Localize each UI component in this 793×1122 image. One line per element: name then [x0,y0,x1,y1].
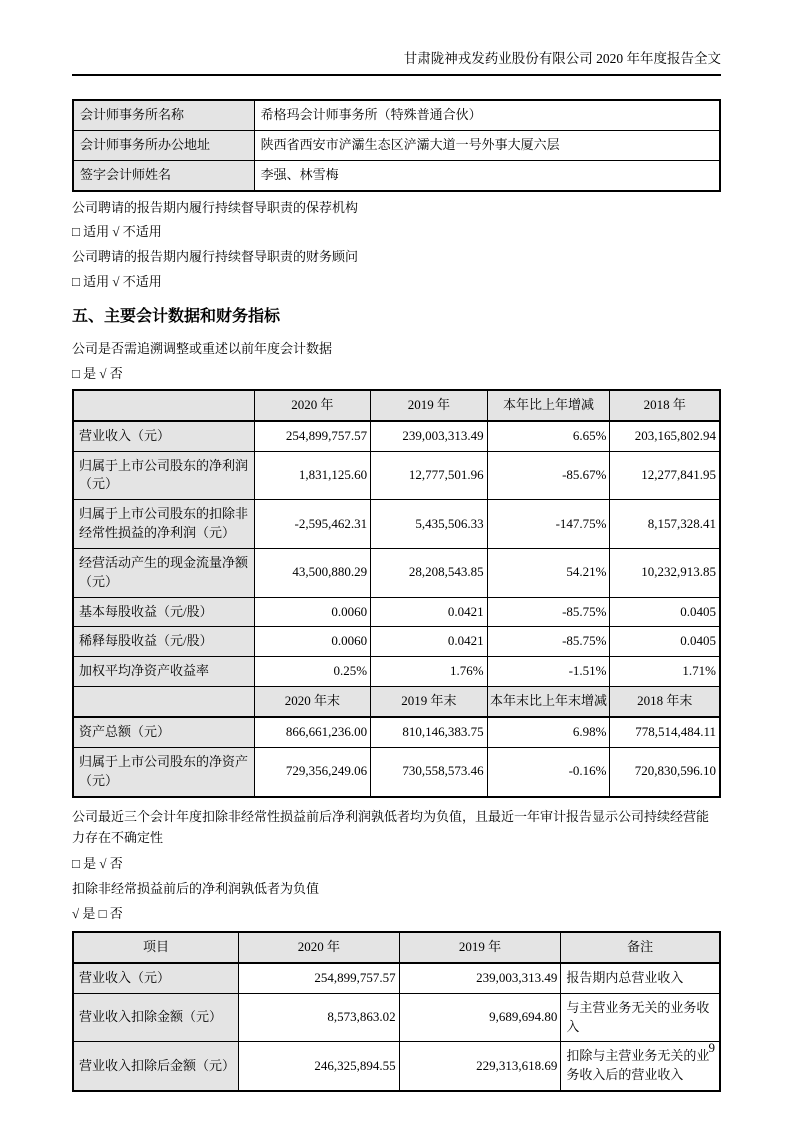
table-header-cell: 备注 [561,932,720,963]
table-header-cell: 2020 年末 [254,687,370,717]
table-cell: 9,689,694.80 [399,993,561,1042]
deduct-profit-check: √ 是 □ 否 [72,906,123,922]
table-cell: 239,003,313.49 [399,963,561,993]
negative-profit-check: □ 是 √ 否 [72,856,123,872]
table-header-cell: 2019 年末 [371,687,487,717]
table-cell: 254,899,757.57 [254,421,370,451]
table-row [73,627,720,657]
financial-indicators-table [72,389,721,798]
table-cell: 246,325,894.55 [239,1042,399,1091]
table-row [73,993,720,1042]
table-header-cell [73,390,254,421]
table-cell: 203,165,802.94 [610,421,720,451]
row-label: 归属于上市公司股东的净资产（元） [73,747,254,796]
advisor-duty-line: 公司聘请的报告期内履行持续督导职责的财务顾问 [72,249,359,265]
table-cell: 729,356,249.06 [254,747,370,796]
row-value: 陕西省西安市浐灞生态区浐灞大道一号外事大厦六层 [254,130,720,160]
deduct-profit-line: 扣除非经常损益前后的净利润孰低者为负值 [72,881,320,897]
restate-check: □ 是 √ 否 [72,365,123,381]
table-cell: 1,831,125.60 [254,451,370,500]
row-label: 归属于上市公司股东的净利润（元） [73,451,254,500]
table-cell: -1.51% [487,657,610,687]
table-cell: 6.98% [487,717,610,747]
row-value: 李强、林雪梅 [254,160,720,190]
table-cell: 5,435,506.33 [371,500,487,549]
table-cell: -85.67% [487,451,610,500]
table-cell: 1.76% [371,657,487,687]
table-cell: 0.0405 [610,597,720,627]
table-header-cell: 2020 年 [254,390,370,421]
page-content [72,0,721,1092]
table-row [73,963,720,993]
table-cell: -85.75% [487,597,610,627]
row-label: 加权平均净资产收益率 [73,657,254,687]
table-cell: -85.75% [487,627,610,657]
row-label: 营业收入（元） [73,963,239,993]
row-label: 营业收入扣除金额（元） [73,993,239,1042]
table-header-cell [73,687,254,717]
table-cell: 720,830,596.10 [610,747,720,796]
remark-cell: 扣除与主营业务无关的业务收入后的营业收入 [561,1042,720,1091]
table-cell: -147.75% [487,500,610,549]
table-cell: 0.0060 [254,597,370,627]
table-cell: -0.16% [487,747,610,796]
table-cell: 0.0421 [371,627,487,657]
table-row [73,657,720,687]
section-heading: 五、主要会计数据和财务指标 [72,308,281,326]
table-row [73,548,720,597]
table-row [73,597,720,627]
table-row [73,160,720,190]
table-cell: 778,514,484.11 [610,717,720,747]
table-header-row [73,932,720,963]
table-header-cell: 项目 [73,932,239,963]
table-cell: 229,313,618.69 [399,1042,561,1091]
table-cell: 28,208,543.85 [371,548,487,597]
table-row [73,130,720,160]
table-cell: 54.21% [487,548,610,597]
row-label: 营业收入扣除后金额（元） [73,1042,239,1091]
table-cell: 12,777,501.96 [371,451,487,500]
table-header-cell: 本年末比上年末增减 [487,687,610,717]
table-cell: 730,558,573.46 [371,747,487,796]
table-cell: 239,003,313.49 [371,421,487,451]
accountant-table [72,99,721,192]
table-cell: 810,146,383.75 [371,717,487,747]
row-label: 签字会计师姓名 [73,160,254,190]
table-row [73,421,720,451]
row-value: 希格玛会计师事务所（特殊普通合伙） [254,100,720,130]
table-cell: 0.0421 [371,597,487,627]
table-header-cell: 2019 年 [399,932,561,963]
table-header-cell: 本年比上年增减 [487,390,610,421]
table-cell: 254,899,757.57 [239,963,399,993]
row-label: 稀释每股收益（元/股） [73,627,254,657]
sponsor-duty-check: □ 适用 √ 不适用 [72,224,162,240]
remark-cell: 报告期内总营业收入 [561,963,720,993]
negative-profit-line: 公司最近三个会计年度扣除非经常性损益前后净利润孰低者均为负值，且最近一年审计报告显示公司持续经营能力存在不确定性 [72,808,710,845]
table-header-cell: 2020 年 [239,932,399,963]
table-cell: 12,277,841.95 [610,451,720,500]
table-row [73,717,720,747]
sponsor-duty-line: 公司聘请的报告期内履行持续督导职责的保荐机构 [72,199,359,215]
row-label: 资产总额（元） [73,717,254,747]
row-label: 会计师事务所办公地址 [73,130,254,160]
table-row [73,100,720,130]
row-label: 基本每股收益（元/股） [73,597,254,627]
table-header-row [73,687,720,717]
row-label: 营业收入（元） [73,421,254,451]
table-header-cell: 2018 年末 [610,687,720,717]
advisor-duty-check: □ 适用 √ 不适用 [72,274,162,290]
table-header-row [73,390,720,421]
remark-cell: 与主营业务无关的业务收入 [561,993,720,1042]
restate-line: 公司是否需追溯调整或重述以前年度会计数据 [72,341,333,357]
table-cell: 1.71% [610,657,720,687]
table-cell: 43,500,880.29 [254,548,370,597]
table-cell: 10,232,913.85 [610,548,720,597]
table-row [73,1042,720,1091]
table-cell: -2,595,462.31 [254,500,370,549]
table-header-cell: 2018 年 [610,390,720,421]
table-cell: 0.25% [254,657,370,687]
table-cell: 8,157,328.41 [610,500,720,549]
table-cell: 0.0060 [254,627,370,657]
table-row [73,747,720,796]
table-header-cell: 2019 年 [371,390,487,421]
table-cell: 866,661,236.00 [254,717,370,747]
table-cell: 0.0405 [610,627,720,657]
table-cell: 6.65% [487,421,610,451]
revenue-deduction-table [72,931,721,1092]
page-number: 9 [708,1040,715,1055]
report-header-title: 甘肃陇神戎发药业股份有限公司 2020 年年度报告全文 [72,0,721,76]
row-label: 归属于上市公司股东的扣除非经常性损益的净利润（元） [73,500,254,549]
row-label: 经营活动产生的现金流量净额（元） [73,548,254,597]
table-row [73,500,720,549]
table-row [73,451,720,500]
row-label: 会计师事务所名称 [73,100,254,130]
table-cell: 8,573,863.02 [239,993,399,1042]
